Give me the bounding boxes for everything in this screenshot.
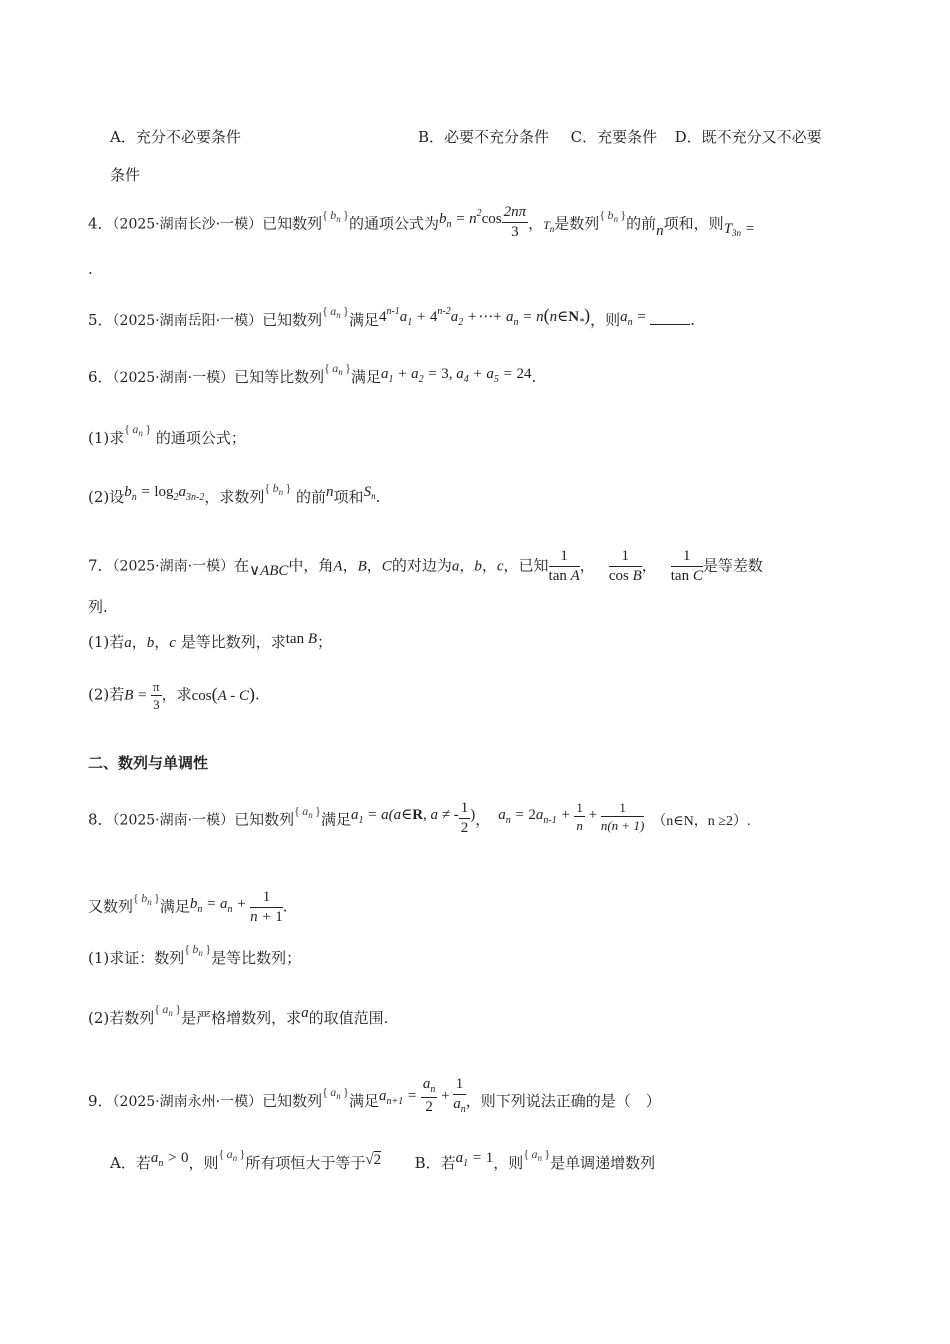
q7-part2: (2)若B = $\frac{\pi}{3}$ ，求cos(A - C). bbox=[88, 679, 260, 712]
q5-source: （2025·湖南岳阳·一模） bbox=[112, 313, 263, 329]
q5-line: 5．（2025·湖南岳阳·一模）已知数列{ $a_n$ }满足$4^{n-1}a_1 + 4^{n-2}a_2$ +⋯+ $a_n$ = $n(n\in N_*)$，则$a_n$ = . bbox=[88, 304, 696, 329]
q4-formula: $b_n = n^2\cos$ bbox=[438, 207, 502, 230]
q3-options-line-b bbox=[418, 130, 822, 145]
q6-part1: (1)求{ $a_n$ } 的通项公式； bbox=[88, 422, 246, 447]
q9-number: 9． bbox=[88, 1092, 113, 1110]
q8-source: （2025·湖南·一模） bbox=[112, 812, 235, 829]
q7-line: 7．（2025·湖南·一模）在∨ABC中，角A，B，C的对边为a，b，c，已知 $\frac{1}{\text{tan A}}$ ， $\frac{1}{\text{cos B}}$ ， $\frac{1}{\text{tan C}}$ 是等差数 bbox=[88, 548, 763, 584]
q6-number: 6． bbox=[88, 368, 113, 386]
q3-option-d: D．既不充分又不必要 bbox=[674, 128, 822, 146]
q7-source: （2025·湖南·一模） bbox=[112, 558, 235, 575]
q7-number: 7． bbox=[88, 556, 113, 575]
q9-formula: $a_{n+1}$ = bbox=[378, 1088, 421, 1107]
q3-option-b: B．必要不充分条件 bbox=[418, 128, 550, 146]
q7-part1: (1)若a，b，c 是等比数列，求tan B； bbox=[88, 631, 333, 651]
q3-option-c: C．充要条件 bbox=[570, 128, 658, 146]
q6-formula: $a_1 + a_2 = 3$, $a_4 + a_5 = 24$ bbox=[380, 366, 532, 385]
q7-cont: 列. bbox=[88, 598, 108, 616]
q8-formula-1: $a_1$ = a(a∈R, a ≠ - bbox=[350, 806, 459, 826]
q4-fraction: $\frac{2n\pi}{3}$ bbox=[503, 204, 527, 240]
q8-line: 8．（2025·湖南·一模）已知数列{ $a_n$ }满足$a_1$ = a(a∈R, a ≠ - $\frac{1}{2}$ )， $a_n = 2a_{n-1}$ + $\frac{1}{n}$ + $\frac{1}{n(n + 1)}$ （n∈N，n ≥2）. bbox=[88, 800, 751, 836]
q8-number: 8． bbox=[88, 810, 113, 829]
q4-source: （2025·湖南长沙·一模） bbox=[112, 216, 263, 233]
q8-part1: (1)求证：数列{ $b_n$ }是等比数列； bbox=[88, 942, 302, 967]
q5-answer-blank bbox=[650, 324, 690, 325]
q9-line: 9．（2025·湖南永州·一模）已知数列{ $a_n$ }满足$a_{n+1}$ = $\frac{a_n}{2}$ + $\frac{1}{a_n}$ ，则下列说法正确的是（ ） bbox=[88, 1076, 661, 1115]
q9-option-a: A．若$a_n > 0$，则{ $a_n$ }所有项恒大于等于√2 bbox=[110, 1147, 382, 1172]
q7-frac-b: $\frac{1}{\text{cos B}}$ bbox=[608, 548, 642, 584]
q7-frac-a: $\frac{1}{\text{tan A}}$ bbox=[548, 548, 580, 584]
q4-number: 4． bbox=[88, 214, 113, 233]
q6-source: （2025·湖南·一模） bbox=[112, 370, 235, 386]
q9-source: （2025·湖南永州·一模） bbox=[112, 1094, 263, 1110]
q9-options bbox=[110, 1147, 656, 1175]
q4-line: 4．（2025·湖南长沙·一模）已知数列{ $b_n$ }的通项公式为$b_n = n^2\cos$ $\frac{2n\pi}{3}$ ，$T_n$是数列{ $b_n$ }的前n项和，则$T_{3n}$ = bbox=[88, 204, 755, 240]
q3-options-line bbox=[110, 130, 241, 145]
q8-line2: 又数列{ $b_n$ }满足$b_n = a_n$ + $\frac{1}{n + 1}$ . bbox=[88, 889, 288, 925]
q5-number: 5． bbox=[88, 311, 113, 329]
q5-formula: $4^{n-1}a_1 + 4^{n-2}a_2$ +⋯+ $a_n$ = $n(n\in N_*)$ bbox=[378, 305, 591, 328]
q4-cont: . bbox=[88, 260, 93, 278]
q3-option-d-cont: 条件 bbox=[110, 166, 141, 184]
q9-option-b: B．若$a_1 = 1$，则{ $a_n$ }是单调递增数列 bbox=[414, 1147, 656, 1172]
section-2-title: 二、数列与单调性 bbox=[88, 754, 209, 772]
q3-option-a: A．充分不必要条件 bbox=[110, 128, 241, 146]
q6-line: 6．（2025·湖南·一模）已知等比数列{ $a_n$ }满足$a_1 + a_2 = 3$, $a_4 + a_5 = 24$. bbox=[88, 361, 537, 386]
q7-frac-c: $\frac{1}{\text{tan C}}$ bbox=[670, 548, 703, 584]
q6-part2: (2)设$b_n = \log_2a_{3n-2}$，求数列{ $b_n$ } 的前n项和$S_n$. bbox=[88, 481, 381, 506]
q8-part2: (2)若数列{ $a_n$ }是严格增数列，求a的取值范围. bbox=[88, 1002, 389, 1027]
q8-formula-2: $a_n = 2a_{n-1}$ + bbox=[498, 806, 575, 826]
